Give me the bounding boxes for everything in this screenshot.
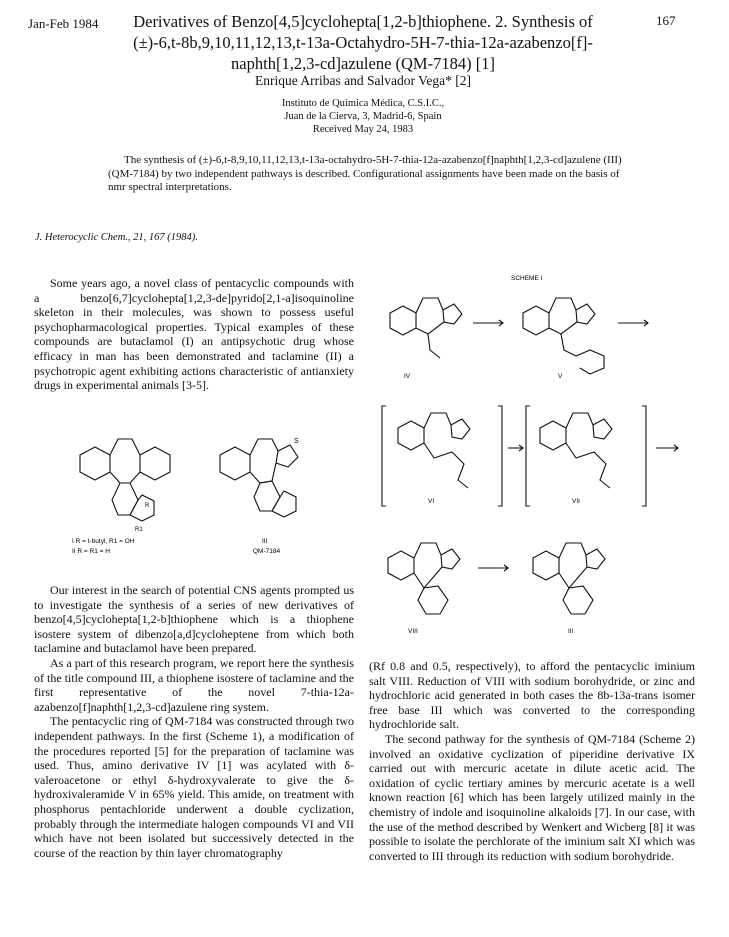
compound-iv: [390, 298, 462, 358]
compound-vi: [382, 406, 502, 506]
body-paragraph: (Rf 0.8 and 0.5, respectively), to afford the pentacyclic iminium salt VIII. Reduction of VIII with sodium borohydride, or zinc and hydrochloric acid generated in both cases the 8b-13a-trans isomer free base III which was converted to the corresponding hydrochloride salt.: [369, 659, 695, 732]
structure-iii: [220, 439, 298, 517]
authors: Enrique Arribas and Salvador Vega* [2]: [254, 73, 472, 88]
intro-paragraph: Some years ago, a novel class of pentacyclic compounds with a benzo[6,7]cyclohepta[1,2,3-de]pyrido[2,1-a]isoquinoline skeleton in their molecules, was shown to possess useful psychopharmacological properties. Typical examples of these compounds are butaclamol (I) an antipsychotic drug whose efficacy in man has been demonstrated and taclamine (II) a psychotropic agent exhibiting actions characteristic of antianxiety drugs in experimental animals [3-5].: [34, 276, 354, 393]
legend-ii: II R = R1 = H: [72, 548, 110, 555]
received-date: Received May 24, 1983: [312, 124, 414, 135]
compound-iii: [533, 543, 605, 614]
affiliation-line: Instituto de Química Médica, C.S.I.C.,: [281, 98, 445, 109]
body-paragraph: Our interest in the search of potential CNS agents prompted us to investigate the synthesis of a series of new derivatives of benzo[4,5]cyclohepta[1,2-b]thiophene which is a thiophene isostere system of dibenzo[a,d]cycloheptene from which both taclamine and butaclamol have been prepared.: [34, 583, 354, 656]
substituent-r1-label: R1: [135, 527, 143, 533]
body-paragraph: The second pathway for the synthesis of QM-7184 (Scheme 2) involved an oxidative cyclization of piperidine derivative IX carried out with mercuric acetate in dilute acetic acid. The oxidation of cyclic tertiary amines by mercuric acetate is a well known reaction [6] which has been largely utilized mainly in the chemistry of indole and isoquinoline alkaloids [7]. In our case, with the use of the method described by Wenkert and Wicberg [8] it was possible to isolate the perchlorate of the iminium salt XI which was converted to III through its reduction with sodium borohydride.: [369, 731, 695, 863]
scheme-1: [368, 268, 703, 650]
label-v: V: [558, 373, 563, 380]
label-vi: VI: [428, 498, 435, 505]
compound-v: [523, 298, 604, 374]
structure-i-ii: [80, 439, 170, 521]
figure-structures-i-ii-iii: [50, 425, 330, 575]
compound-vii: [526, 406, 646, 506]
body-paragraph: The pentacyclic ring of QM-7184 was constructed through two independent pathways. In the first (Scheme 1), a modification of the procedures reported [5] for the preparation of taclamine was used. Thus, amino derivative IV [1] was acylated with δ-valeroacetone or ethyl δ-hydroxyvalerate to give the δ-hydroxivaleramide V in 65% yield. This amide, on treatment with phosphorus pentachloride underwent a double cyclization, probably through the intermediate halogen compounds VI and VII which have not been isolated but successively detected in the course of the reaction by thin layer chromatography: [34, 714, 354, 860]
label-iii: III: [262, 538, 268, 545]
legend-i: I R = t-butyl, R1 = OH: [72, 538, 135, 545]
affiliation-line: Juan de la Cierva, 3, Madrid-6, Spain: [284, 111, 442, 122]
affiliation: [118, 97, 608, 136]
scheme-title: SCHEME I: [511, 275, 543, 282]
body-column-right: [369, 659, 695, 863]
journal-issue-date: Jan-Feb 1984: [28, 16, 99, 31]
article-title: Derivatives of Benzo[4,5]cyclohepta[1,2-b]thiophene. 2. Synthesis of (±)-6,t-8b,9,10,11,12,13,t-13a-Octahydro-5H-7-thia-12a-azabenzo[f]-naphth[1,2,3-cd]azulene (QM-7184) [1]: [133, 12, 593, 73]
abstract: The synthesis of (±)-6,t-8,9,10,11,12,13,t-13a-octahydro-5H-7-thia-12a-azabenzo[f]naphth[1,2,3-cd]azulene (III) (QM-7184) by two independent pathways is described. Configurational assignments have been made on the basis of nmr spectral interpretations.: [108, 154, 622, 193]
substituent-r-label: R: [145, 503, 150, 509]
label-viii: VIII: [408, 628, 418, 635]
compound-viii: [388, 543, 460, 614]
body-column-left: [34, 583, 354, 860]
page-number: 167: [656, 13, 676, 28]
sulfur-atom-label: S: [294, 438, 299, 445]
label-iv: IV: [404, 373, 411, 380]
body-paragraph: [34, 276, 354, 393]
label-iii-scheme: III: [568, 628, 574, 635]
label-vii: VII: [572, 498, 580, 505]
journal-citation: J. Heterocyclic Chem., 21, 167 (1984).: [35, 232, 198, 243]
body-paragraph: As a part of this research program, we report here the synthesis of the title compound III, a thiophene isostere of taclamine and the first representative of the novel 7-thia-12a-azabenzo[f]naphth[1,2,3-cd]azulene ring system.: [34, 655, 354, 714]
label-qm-7184: QM-7184: [253, 548, 281, 555]
